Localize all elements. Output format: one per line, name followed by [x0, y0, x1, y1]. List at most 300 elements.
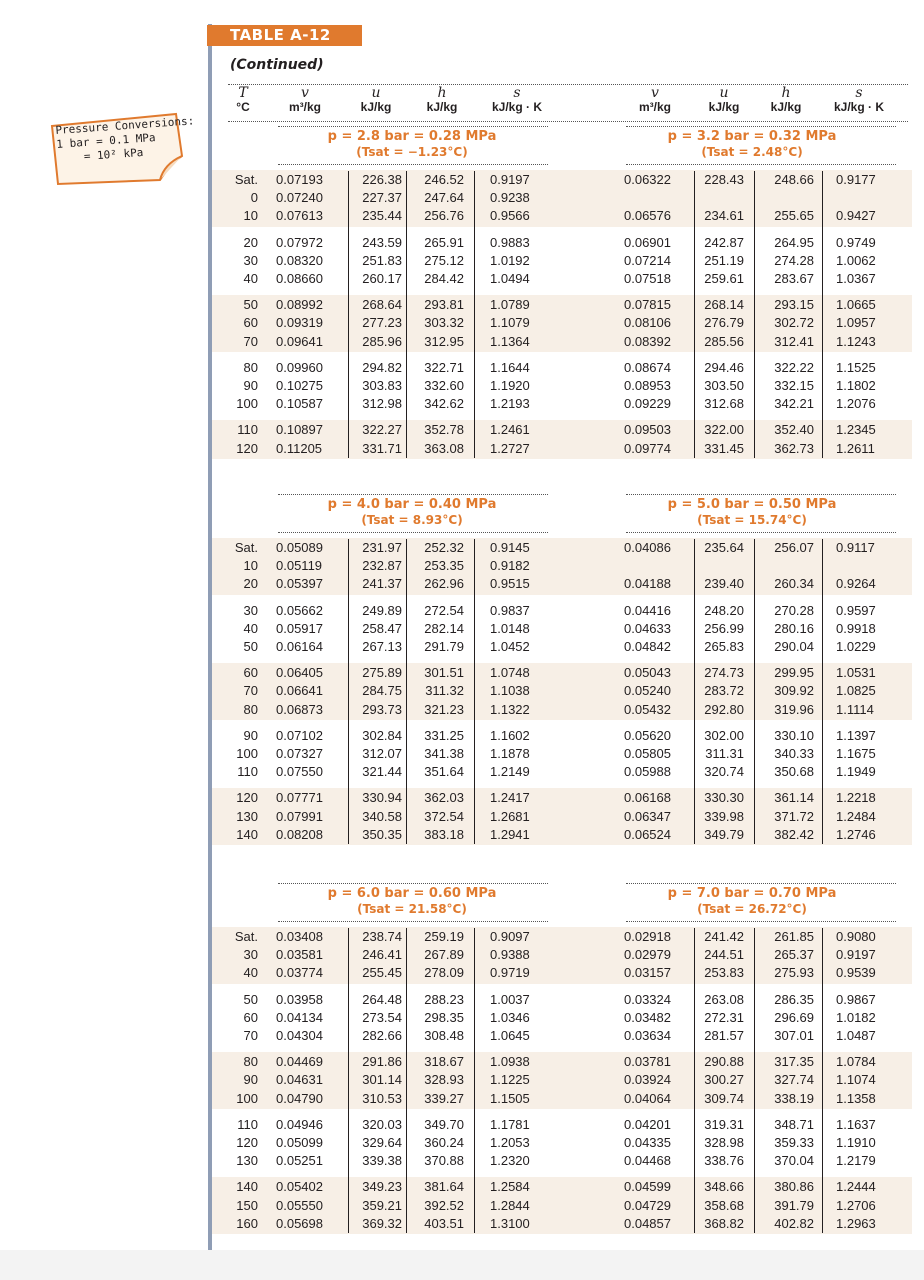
cell-u2: 290.88: [704, 1054, 744, 1070]
cell-v2: 0.06347: [624, 808, 671, 824]
bottom-strip: [0, 1250, 924, 1280]
dotted-rule: [278, 126, 548, 127]
cell-v2: 0.05432: [624, 701, 671, 717]
dotted-rule: [278, 883, 548, 884]
cell-v2: 0.03781: [624, 1054, 671, 1070]
cell-v2: 0.04416: [624, 602, 671, 618]
cell-h: 322.71: [424, 359, 464, 375]
cell-h: 284.42: [424, 271, 464, 286]
cell-u2: 281.57: [704, 1028, 744, 1043]
cell-h: 291.79: [424, 639, 464, 654]
cell-s: 1.1781: [490, 1116, 530, 1132]
cell-s2: 1.1074: [836, 1072, 876, 1088]
cell-s2: 1.0062: [836, 252, 876, 268]
dotted-rule: [278, 164, 548, 165]
cell-T: Sat.: [234, 929, 258, 944]
cell-u: 275.89: [362, 665, 402, 681]
cell-v2: 0.05620: [624, 727, 671, 743]
cell-s: 1.2320: [490, 1153, 530, 1169]
cell-v2: 0.04729: [624, 1197, 671, 1213]
cell-v2: 0.04201: [624, 1116, 671, 1132]
cell-T: 70: [243, 683, 258, 699]
table-row: [0, 1090, 924, 1108]
cell-s2: 1.1358: [836, 1090, 876, 1106]
cell-h: 293.81: [424, 297, 464, 313]
cell-s: 1.1644: [490, 359, 530, 375]
cell-T: 40: [243, 271, 258, 286]
cell-s: 1.0037: [490, 991, 530, 1007]
cell-u2: 251.19: [704, 252, 744, 268]
cell-u: 339.38: [362, 1153, 402, 1169]
cell-v: 0.07613: [276, 208, 323, 224]
dotted-rule: [278, 921, 548, 922]
cell-s: 1.1225: [490, 1072, 530, 1088]
cell-v2: 0.07518: [624, 271, 671, 286]
table-row: [0, 1009, 924, 1027]
cell-v: 0.04134: [276, 1009, 323, 1025]
cell-u2: 253.83: [704, 965, 744, 981]
table-row: [0, 234, 924, 252]
cell-u: 350.35: [362, 826, 402, 842]
pressure-title-right: p = 7.0 bar = 0.70 MPa: [667, 886, 837, 901]
cell-v2: 0.08392: [624, 333, 671, 349]
cell-u: 273.54: [362, 1009, 402, 1025]
cell-s2: 1.1949: [836, 764, 876, 780]
cell-T: 90: [243, 378, 258, 393]
table-row: [0, 620, 924, 638]
table-row: [0, 1215, 924, 1233]
cell-u2: 259.61: [704, 271, 744, 286]
table-row: [0, 539, 924, 557]
cell-s: 1.2584: [490, 1179, 530, 1195]
cell-v: 0.04469: [276, 1054, 323, 1070]
table-row: [0, 377, 924, 395]
cell-u2: 292.80: [704, 701, 744, 717]
cell-h2: 350.68: [774, 764, 814, 780]
cell-v: 0.10587: [276, 396, 323, 412]
table-row: [0, 682, 924, 700]
cell-v2: 0.05988: [624, 764, 671, 780]
cell-h2: 296.69: [774, 1009, 814, 1025]
cell-v: 0.07991: [276, 808, 323, 824]
table-row: [0, 727, 924, 745]
cell-h2: 330.10: [774, 727, 814, 743]
cell-h2: 283.67: [774, 271, 814, 286]
cell-v: 0.09319: [276, 315, 323, 331]
table-row: [0, 701, 924, 719]
cell-s: 1.2149: [490, 764, 530, 780]
cell-u2: 328.98: [704, 1135, 744, 1150]
table-row: [0, 1152, 924, 1170]
cell-h: 392.52: [424, 1197, 464, 1213]
cell-T: 90: [243, 1072, 258, 1088]
cell-s2: 1.0957: [836, 315, 876, 331]
saturation-temp-right: (Tsat = 2.48°C): [701, 145, 803, 159]
cell-s2: 1.1802: [836, 378, 876, 393]
cell-u2: 272.31: [704, 1009, 744, 1025]
table-row: [0, 946, 924, 964]
cell-T: 70: [243, 333, 258, 349]
cell-T: 150: [236, 1197, 258, 1213]
cell-v: 0.05397: [276, 576, 323, 592]
cell-u: 291.86: [362, 1054, 402, 1070]
table-row: [0, 763, 924, 781]
cell-s2: 1.0182: [836, 1009, 876, 1025]
cell-h: 272.54: [424, 602, 464, 618]
cell-s2: 1.2218: [836, 790, 876, 806]
table-row: [0, 171, 924, 189]
cell-T: 120: [236, 1135, 258, 1150]
cell-v: 0.03581: [276, 947, 323, 963]
cell-s: 0.9097: [490, 929, 530, 944]
cell-s2: 1.0825: [836, 683, 876, 699]
pressure-title-left: p = 6.0 bar = 0.60 MPa: [327, 886, 497, 901]
cell-s: 1.1079: [490, 315, 530, 331]
cell-v2: 0.03482: [624, 1009, 671, 1025]
cell-u: 293.73: [362, 701, 402, 717]
cell-v: 0.07972: [276, 234, 323, 250]
saturation-temp-right: (Tsat = 15.74°C): [697, 513, 807, 527]
cell-s2: 1.2746: [836, 826, 876, 842]
cell-T: 110: [237, 1116, 258, 1132]
cell-v: 0.03774: [276, 965, 323, 981]
cell-T: 100: [236, 396, 258, 412]
cell-T: 100: [236, 746, 258, 761]
cell-s: 1.2417: [490, 790, 530, 806]
cell-h2: 265.37: [774, 947, 814, 963]
cell-u: 226.38: [362, 172, 402, 187]
cell-h: 278.09: [424, 965, 464, 981]
saturation-temp-right: (Tsat = 26.72°C): [697, 902, 807, 916]
cell-T: 120: [236, 790, 258, 806]
saturation-temp-left: (Tsat = −1.23°C): [356, 145, 468, 159]
table-row: [0, 602, 924, 620]
cell-h2: 402.82: [774, 1215, 814, 1231]
cell-s: 1.0494: [490, 271, 530, 286]
cell-v: 0.05089: [276, 540, 323, 555]
cell-v: 0.10897: [276, 422, 323, 438]
cell-h: 288.23: [424, 991, 464, 1007]
cell-h: 332.60: [424, 378, 464, 393]
cell-h2: 307.01: [774, 1028, 814, 1043]
cell-u2: 303.50: [704, 378, 744, 393]
cell-u2: 311.31: [705, 746, 744, 761]
table-row: [0, 421, 924, 439]
cell-h2: 260.34: [774, 576, 814, 592]
cell-s: 0.9883: [490, 234, 530, 250]
cell-s2: 0.9597: [836, 602, 876, 618]
cell-u2: 294.46: [704, 359, 744, 375]
cell-v: 0.08992: [276, 297, 323, 313]
cell-u: 241.37: [362, 576, 402, 592]
cell-u2: 242.87: [704, 234, 744, 250]
cell-v: 0.06164: [276, 639, 323, 654]
cell-s: 1.2727: [490, 440, 530, 456]
cell-s: 1.2681: [490, 808, 530, 824]
cell-s: 1.1364: [490, 333, 530, 349]
cell-h: 321.23: [424, 701, 464, 717]
cell-s: 0.9388: [490, 947, 530, 963]
cell-v2: 0.08674: [624, 359, 671, 375]
cell-v2: 0.07815: [624, 297, 671, 313]
dotted-rule: [626, 921, 896, 922]
table-row: [0, 575, 924, 593]
cell-h: 265.91: [424, 234, 464, 250]
table-label: TABLE A-12: [207, 25, 362, 46]
cell-v: 0.06405: [276, 665, 323, 681]
cell-v2: 0.07214: [624, 252, 671, 268]
cell-u2: 338.76: [704, 1153, 744, 1169]
cell-v: 0.04790: [276, 1090, 323, 1106]
cell-h: 403.51: [424, 1215, 464, 1231]
dotted-rule: [626, 532, 896, 533]
cell-s: 1.1038: [490, 683, 530, 699]
cell-u: 260.17: [362, 271, 402, 286]
cell-T: 50: [243, 991, 258, 1007]
cell-s2: 0.9749: [836, 234, 876, 250]
cell-s2: 1.0784: [836, 1054, 876, 1070]
cell-h: 267.89: [424, 947, 464, 963]
cell-u2: 235.64: [704, 540, 744, 555]
cell-u2: 228.43: [704, 172, 744, 187]
cell-h2: 270.28: [774, 602, 814, 618]
column-rule: [406, 171, 407, 458]
cell-s2: 1.2484: [836, 808, 876, 824]
cell-T: 60: [243, 1009, 258, 1025]
column-rule: [694, 928, 695, 1233]
cell-u: 277.23: [362, 315, 402, 331]
dotted-rule: [626, 126, 896, 127]
cell-u: 282.66: [362, 1028, 402, 1043]
cell-v2: 0.03324: [624, 991, 671, 1007]
cell-u2: 358.68: [704, 1197, 744, 1213]
table-row: [0, 1027, 924, 1045]
cell-h2: 370.04: [774, 1153, 814, 1169]
table-row: [0, 1134, 924, 1152]
cell-h2: 248.66: [774, 172, 814, 187]
cell-h2: 255.65: [774, 208, 814, 224]
cell-s2: 0.9117: [836, 540, 875, 555]
cell-T: 60: [243, 665, 258, 681]
cell-u2: 300.27: [704, 1072, 744, 1088]
cell-s: 0.9837: [490, 602, 530, 618]
cell-v: 0.07240: [276, 190, 323, 206]
cell-v: 0.05662: [276, 602, 323, 618]
cell-u2: 349.79: [704, 826, 744, 842]
cell-u2: 368.82: [704, 1215, 744, 1231]
cell-h2: 299.95: [774, 665, 814, 681]
cell-s2: 1.1243: [836, 333, 876, 349]
column-rule: [822, 928, 823, 1233]
cell-s: 1.1505: [490, 1090, 530, 1106]
cell-s2: 1.1910: [836, 1135, 876, 1150]
cell-s2: 1.2179: [836, 1153, 876, 1169]
cell-v2: 0.06576: [624, 208, 671, 224]
cell-u: 294.82: [362, 359, 402, 375]
cell-u2: 320.74: [704, 764, 744, 780]
cell-v: 0.08208: [276, 826, 323, 842]
saturation-temp-left: (Tsat = 21.58°C): [357, 902, 467, 916]
cell-u2: 302.00: [704, 727, 744, 743]
column-rule: [754, 171, 755, 458]
dotted-rule: [626, 883, 896, 884]
cell-s: 1.0148: [490, 620, 530, 636]
cell-s: 1.2941: [490, 826, 530, 842]
pressure-title-left: p = 4.0 bar = 0.40 MPa: [327, 497, 497, 512]
cell-v: 0.05698: [276, 1215, 323, 1231]
cell-T: 30: [243, 252, 258, 268]
cell-v2: 0.04842: [624, 639, 671, 654]
cell-T: 40: [243, 965, 258, 981]
table-row: [0, 333, 924, 351]
cell-h2: 340.33: [774, 746, 814, 761]
table-row: [0, 1197, 924, 1215]
cell-h2: 391.79: [774, 1197, 814, 1213]
cell-s2: 1.1675: [836, 746, 876, 761]
table-row: [0, 1116, 924, 1134]
cell-h2: 348.71: [774, 1116, 814, 1132]
cell-u2: 348.66: [704, 1179, 744, 1195]
cell-v2: 0.04468: [624, 1153, 671, 1169]
cell-u: 322.27: [362, 422, 402, 438]
cell-u: 312.98: [362, 396, 402, 412]
cell-u: 329.64: [362, 1135, 402, 1150]
cell-s: 1.3100: [490, 1215, 530, 1231]
cell-h: 246.52: [424, 172, 464, 187]
cell-v2: 0.02918: [624, 929, 671, 944]
cell-h2: 280.16: [774, 620, 814, 636]
column-rule: [822, 539, 823, 844]
cell-u2: 330.30: [704, 790, 744, 806]
cell-v2: 0.08106: [624, 315, 671, 331]
column-rule: [474, 171, 475, 458]
column-rule: [348, 539, 349, 844]
cell-v: 0.05550: [276, 1197, 323, 1213]
table-row: [0, 826, 924, 844]
pressure-title-left: p = 2.8 bar = 0.28 MPa: [327, 129, 497, 144]
column-rule: [694, 171, 695, 458]
cell-v: 0.05119: [276, 558, 323, 574]
cell-v: 0.07193: [276, 172, 323, 187]
cell-u2: 263.08: [704, 991, 744, 1007]
cell-v2: 0.03924: [624, 1072, 671, 1088]
cell-T: 120: [236, 440, 258, 456]
cell-v2: 0.09774: [624, 440, 671, 456]
cell-T: 110: [237, 764, 258, 780]
cell-T: 60: [243, 315, 258, 331]
cell-s: 1.1602: [490, 727, 530, 743]
table-row: [0, 296, 924, 314]
cell-v2: 0.02979: [624, 947, 671, 963]
cell-h2: 352.40: [774, 422, 814, 438]
cell-u2: 239.40: [704, 576, 744, 592]
cell-v: 0.06641: [276, 683, 323, 699]
cell-s2: 1.1397: [836, 727, 876, 743]
cell-h2: 382.42: [774, 826, 814, 842]
cell-h2: 312.41: [774, 333, 814, 349]
cell-h2: 327.74: [774, 1072, 814, 1088]
cell-T: 20: [243, 576, 258, 592]
cell-h2: 256.07: [774, 540, 814, 555]
cell-v2: 0.04599: [624, 1179, 671, 1195]
cell-s2: 0.9918: [836, 620, 876, 636]
cell-T: 30: [243, 947, 258, 963]
cell-s2: 1.1637: [836, 1116, 876, 1132]
cell-s: 1.1878: [490, 746, 530, 761]
cell-h: 256.76: [424, 208, 464, 224]
cell-v2: 0.06524: [624, 826, 671, 842]
cell-v: 0.09960: [276, 359, 323, 375]
cell-h: 303.32: [424, 315, 464, 331]
cell-s: 0.9182: [490, 558, 530, 574]
cell-h2: 361.14: [774, 790, 814, 806]
column-rule: [348, 171, 349, 458]
cell-s2: 0.9197: [836, 947, 876, 963]
cell-h: 282.14: [424, 620, 464, 636]
cell-h2: 380.86: [774, 1179, 814, 1195]
cell-h: 252.32: [424, 540, 464, 555]
cell-T: 130: [236, 1153, 258, 1169]
cell-s2: 1.0367: [836, 271, 876, 286]
column-rule: [406, 928, 407, 1233]
cell-v2: 0.03634: [624, 1028, 671, 1043]
cell-v2: 0.04064: [624, 1090, 671, 1106]
cell-u: 302.84: [362, 727, 402, 743]
column-rule: [754, 539, 755, 844]
cell-u: 340.58: [362, 808, 402, 824]
cell-T: 50: [243, 297, 258, 313]
cell-u: 284.75: [362, 683, 402, 699]
column-rule: [406, 539, 407, 844]
cell-v2: 0.06322: [624, 172, 671, 187]
cell-u: 249.89: [362, 602, 402, 618]
pressure-title-right: p = 5.0 bar = 0.50 MPa: [667, 497, 837, 512]
saturation-temp-left: (Tsat = 8.93°C): [361, 513, 463, 527]
cell-u: 301.14: [362, 1072, 402, 1088]
column-rule: [822, 171, 823, 458]
cell-T: 90: [243, 727, 258, 743]
cell-s2: 1.2345: [836, 422, 876, 438]
cell-T: 100: [236, 1090, 258, 1106]
cell-v: 0.09641: [276, 333, 323, 349]
dotted-rule: [278, 532, 548, 533]
dotted-rule: [626, 164, 896, 165]
cell-u2: 283.72: [704, 683, 744, 699]
cell-u: 232.87: [362, 558, 402, 574]
cell-h: 262.96: [424, 576, 464, 592]
cell-h: 318.67: [424, 1054, 464, 1070]
cell-v2: 0.09503: [624, 422, 671, 438]
table-row: [0, 395, 924, 413]
cell-T: Sat.: [234, 540, 258, 555]
pressure-conversions-note: Pressure Conversions: 1 bar = 0.1 MPa = 10² kPa: [55, 114, 195, 165]
table-row: [0, 964, 924, 982]
cell-h2: 317.35: [774, 1054, 814, 1070]
cell-h: 342.62: [424, 396, 464, 412]
cell-u2: 339.98: [704, 808, 744, 824]
cell-v: 0.03958: [276, 991, 323, 1007]
cell-u2: 285.56: [704, 333, 744, 349]
cell-v: 0.05099: [276, 1135, 323, 1150]
cell-u: 285.96: [362, 333, 402, 349]
cell-v: 0.05251: [276, 1153, 323, 1169]
cell-h2: 359.33: [774, 1135, 814, 1150]
cell-s: 1.0346: [490, 1009, 530, 1025]
cell-u2: 331.45: [704, 440, 744, 456]
cell-h: 301.51: [424, 665, 464, 681]
cell-u: 231.97: [362, 540, 402, 555]
cell-T: 10: [243, 208, 258, 224]
